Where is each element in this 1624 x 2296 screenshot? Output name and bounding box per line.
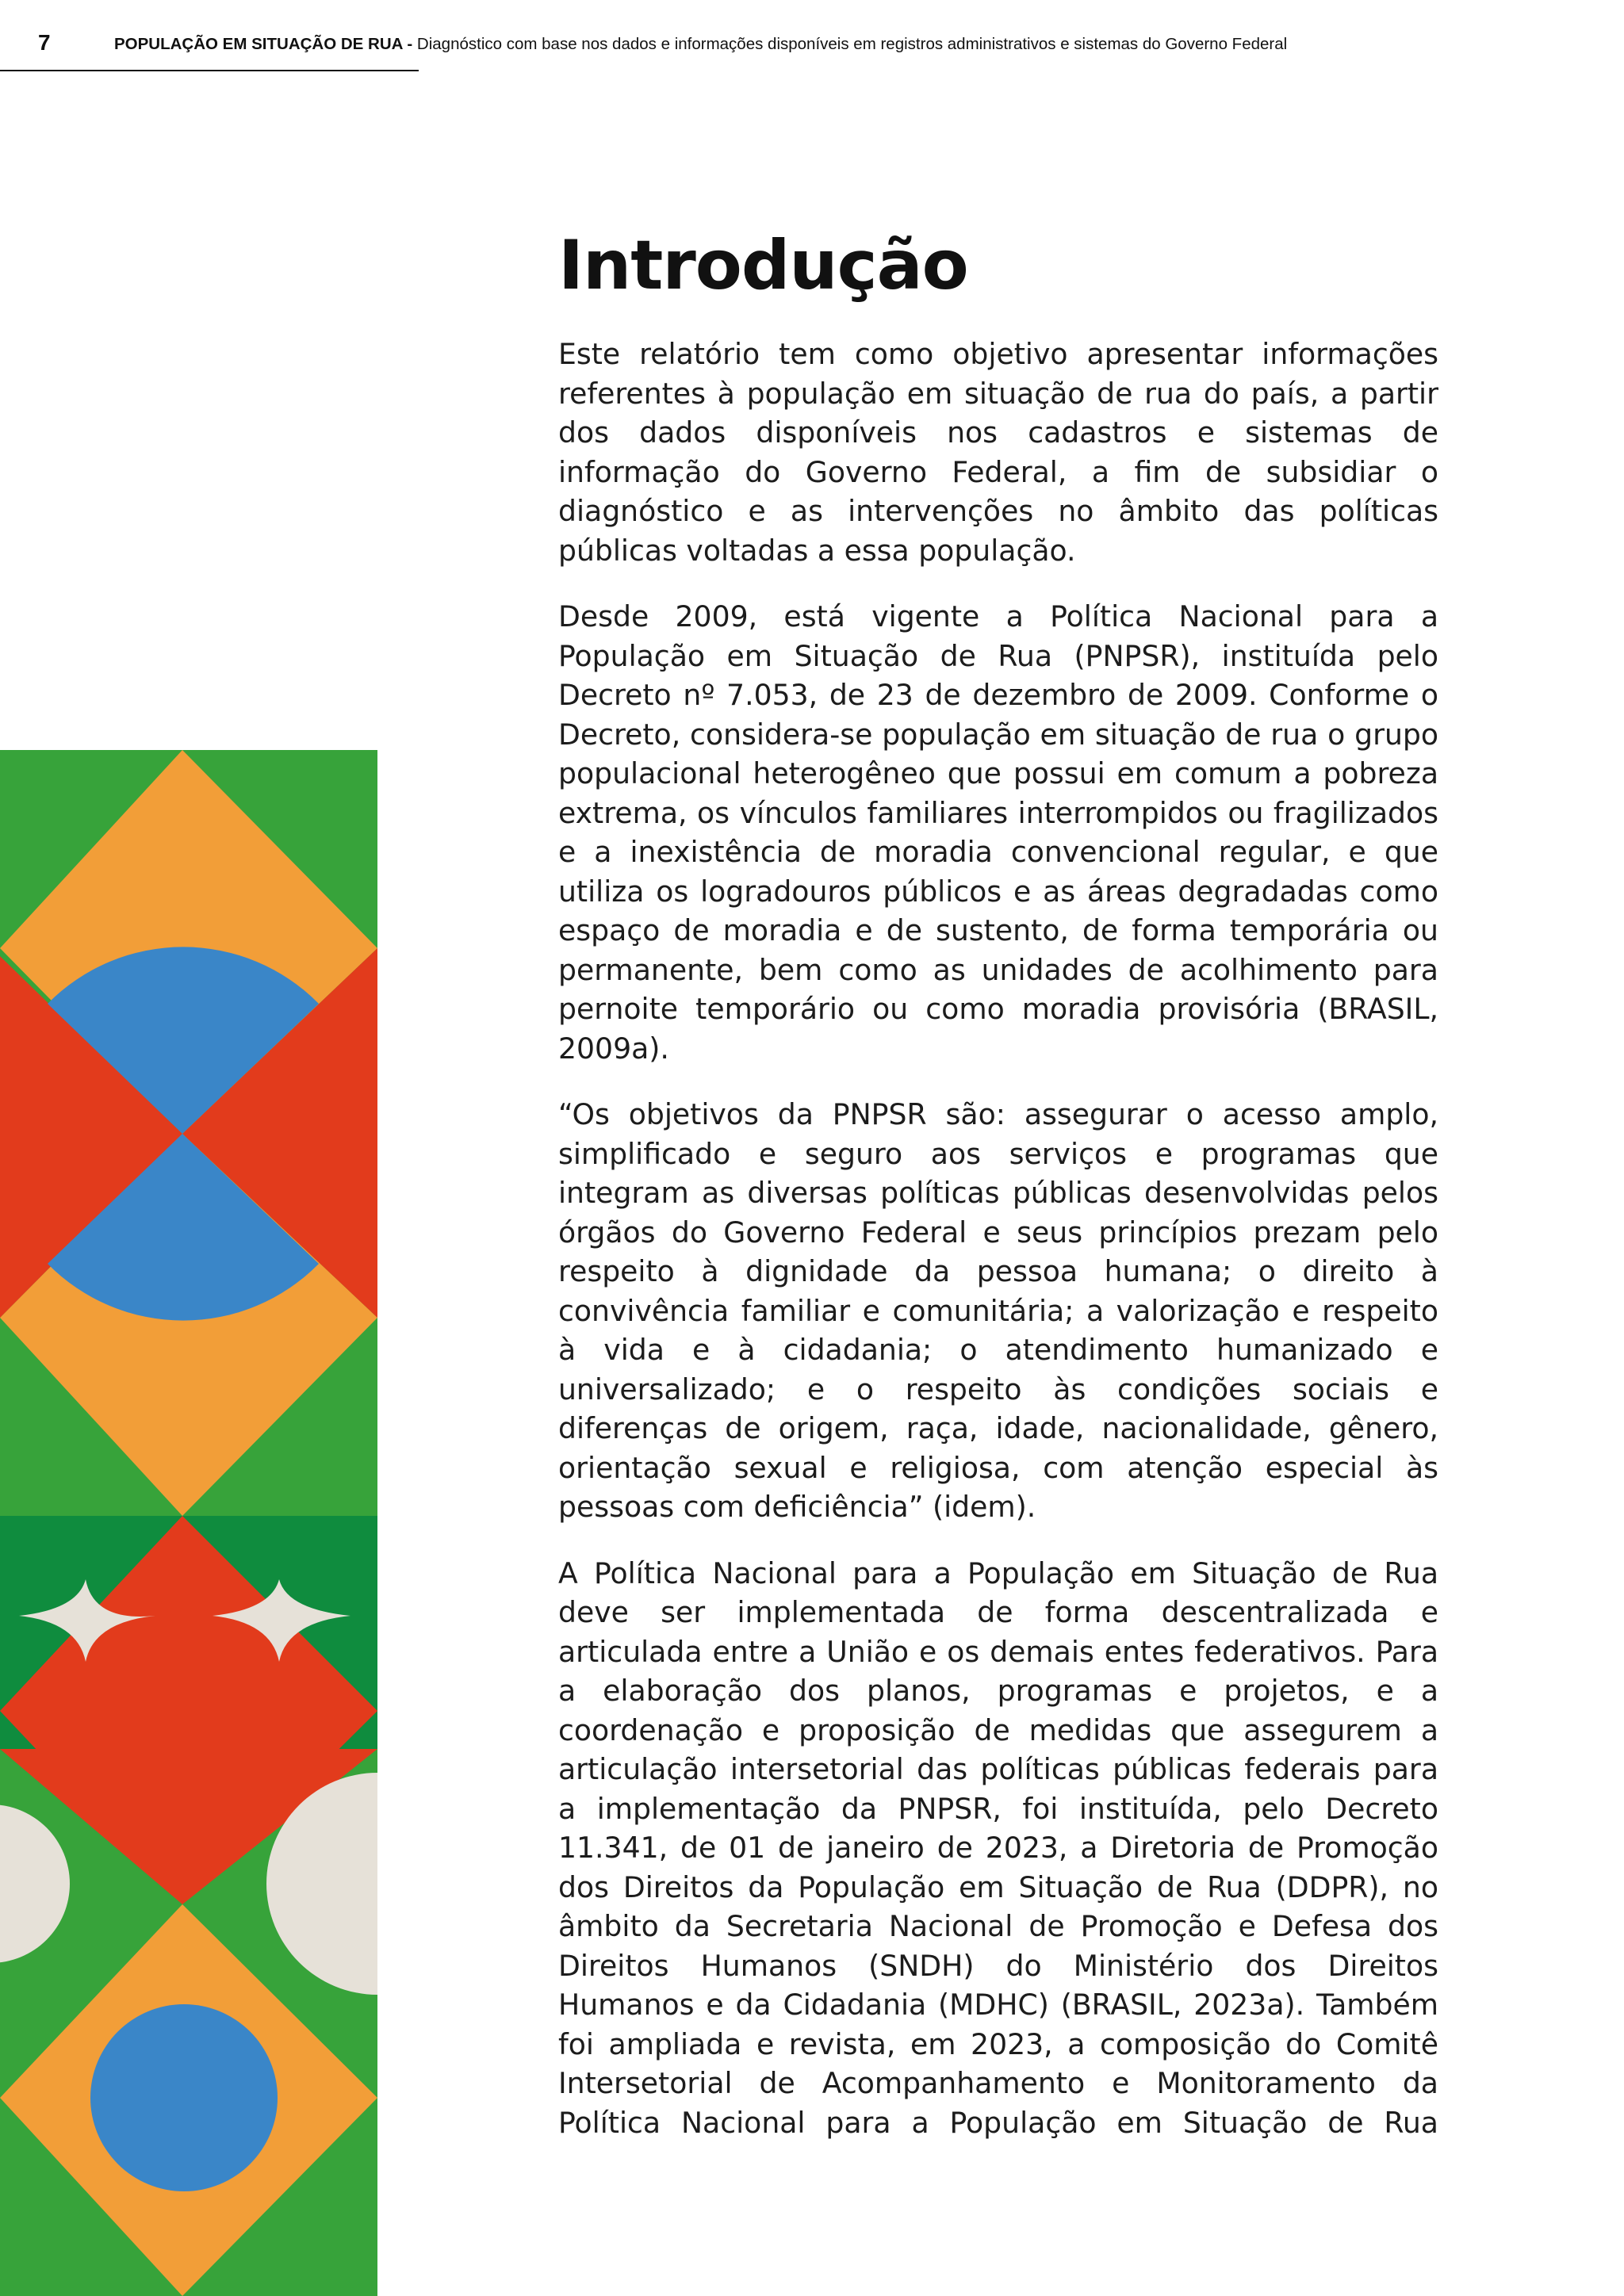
main-content (558, 222, 1438, 2169)
running-header-subtitle: Diagnóstico com base nos dados e informações disponíveis em registros administrativos e sistemas do Governo Federal (416, 35, 1288, 53)
paragraph-2: Desde 2009, está vigente a Política Nacional para a População em Situação de Rua (PNPSR), instituída pelo Decreto nº 7.053, de 23 de dezembro de 2009. Conforme o Decreto, considera-se população em situação de rua o grupo populacional heterogêneo que possui em comum a pobreza extrema, os vínculos familiares interrompidos ou fragilizados e a inexistência de moradia convencional regular, e que utiliza os logradouros públicos e as áreas degradadas como espaço de moradia e de sustento, de forma temporária ou permanente, bem como as unidades de acolhimento para pernoite temporário ou como moradia provisória (BRASIL, 2009a). (558, 599, 1438, 1066)
geometric-decoration (0, 750, 377, 2296)
running-header-title: POPULAÇÃO EM SITUAÇÃO DE RUA - (114, 35, 417, 53)
paragraph-4: A Política Nacional para a População em Situação de Rua deve ser implementada de forma descentralizada e articulada entre a União e os demais entes federativos. Para a elaboração dos planos, programas e projetos, e a coordenação e proposição de medidas que assegurem a articulação intersetorial das políticas públicas federais para a implementação da PNPSR, foi instituída, pelo Decreto 11.341, de 01 de janeiro de 2023, a Diretoria de Promoção dos Direitos da População em Situação de Rua (DDPR), no âmbito da Secretaria Nacional de Promoção e Defesa dos Direitos Humanos (SNDH) do Ministério dos Direitos Humanos e da Cidadania (MDHC) (BRASIL, 2023a). Também foi ampliada e revista, em 2023, a composição do Comitê Intersetorial de Acompanhamento e Monitoramento da Política Nacional para a População em Situação de Rua (558, 1556, 1438, 2140)
paragraph-1: Este relatório tem como objetivo apresentar informações referentes à população em situação de rua do país, a partir dos dados disponíveis nos cadastros e sistemas de informação do Governo Federal, a fim de subsidiar o diagnóstico e as intervenções no âmbito das políticas públicas voltadas a essa população. (558, 337, 1438, 568)
page-number: 7 (38, 30, 51, 55)
header-rule (0, 70, 419, 71)
page-title: Introdução (558, 226, 968, 305)
running-header (114, 35, 1287, 54)
paragraph-3: “Os objetivos da PNPSR são: assegurar o acesso amplo, simplificado e seguro aos serviços e programas que integram as diversas políticas públicas desenvolvidas pelos órgãos do Governo Federal e seus princípios prezam pelo respeito à dignidade da pessoa humana; o direito à convivência familiar e comunitária; a valorização e respeito à vida e à cidadania; o atendimento humanizado e universalizado; e o respeito às condições sociais e diferenças de origem, raça, idade, nacionalidade, gênero, orientação sexual e religiosa, com atenção especial às pessoas com deficiência” (idem). (558, 1097, 1438, 1524)
